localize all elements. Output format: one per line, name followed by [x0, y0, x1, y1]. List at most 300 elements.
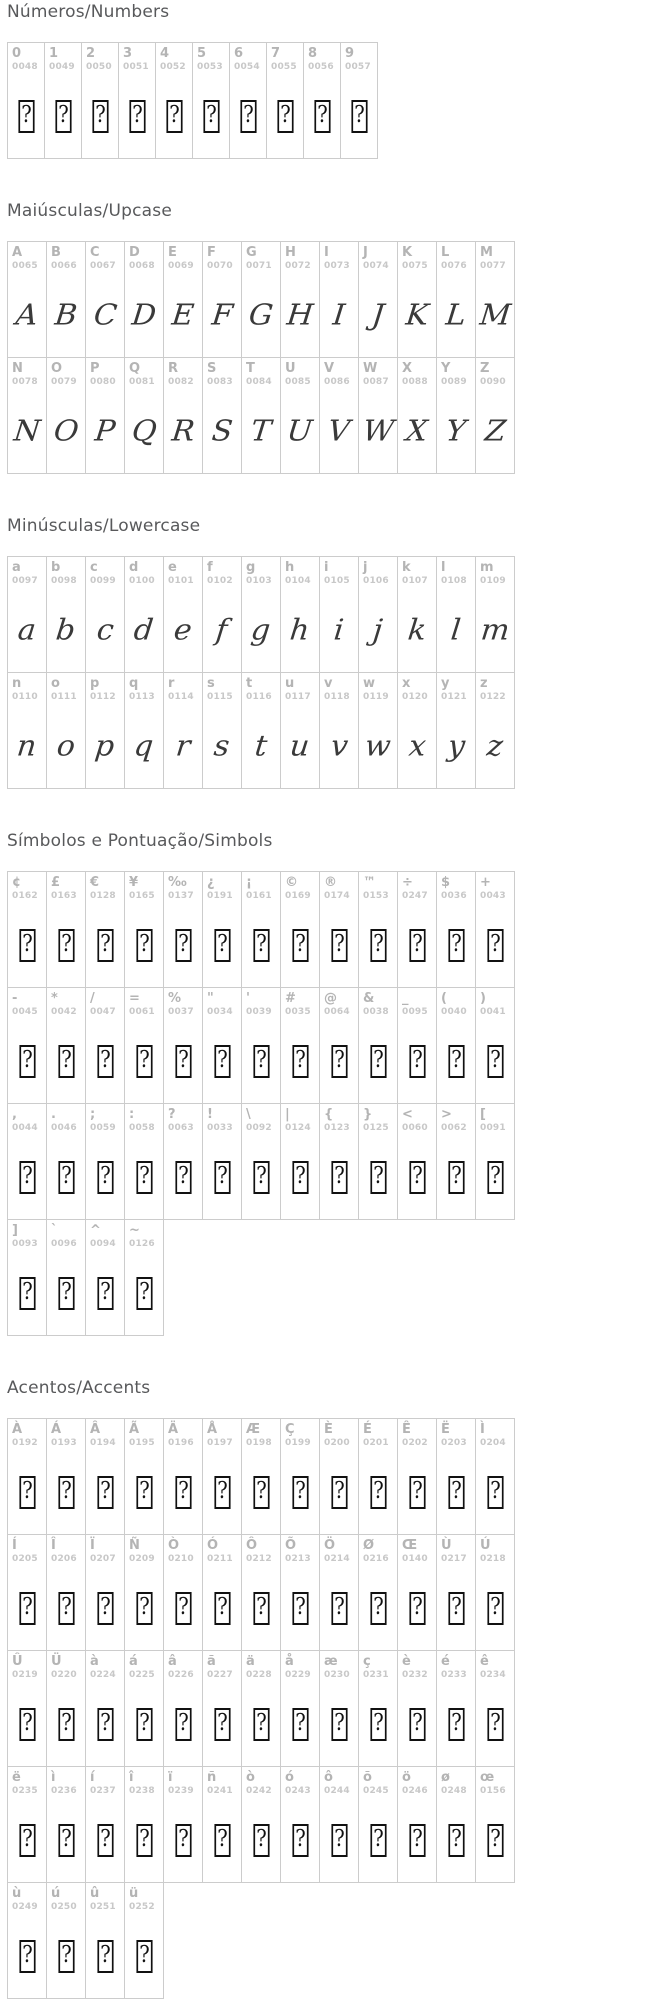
unicode-code: 0035 — [285, 1007, 311, 1017]
unicode-code: 0056 — [308, 62, 334, 72]
unicode-code: 0235 — [12, 1786, 38, 1796]
glyph-cell — [8, 358, 47, 474]
glyph-area — [125, 1567, 163, 1650]
glyph-area — [125, 390, 163, 473]
char-label: È — [324, 1422, 333, 1437]
section-uppercase — [7, 201, 661, 474]
unicode-code: 0098 — [51, 576, 77, 586]
missing-glyph-box: ? — [370, 1592, 386, 1625]
char-label: Ç — [285, 1422, 295, 1437]
unicode-code: 0069 — [168, 261, 194, 271]
missing-glyph-box: ? — [370, 1045, 386, 1078]
char-label: ã — [207, 1654, 216, 1669]
glyph-area — [86, 1451, 124, 1534]
char-label: ) — [480, 991, 486, 1006]
glyph-area — [125, 1683, 163, 1766]
char-label: Ñ — [129, 1538, 140, 1553]
script-glyph: o — [55, 729, 77, 764]
glyph-cell — [86, 1883, 125, 1999]
unicode-code: 0055 — [271, 62, 297, 72]
missing-glyph-box: ? — [331, 1045, 347, 1078]
script-glyph: H — [285, 298, 315, 333]
unicode-code: 0250 — [51, 1902, 77, 1912]
unicode-code: 0045 — [12, 1007, 38, 1017]
glyph-cell — [164, 872, 203, 988]
unicode-code: 0204 — [480, 1438, 506, 1448]
glyph-cell — [47, 988, 86, 1104]
char-label: Ë — [441, 1422, 450, 1437]
unicode-code: 0044 — [12, 1123, 38, 1133]
missing-glyph-box: ? — [175, 1476, 191, 1509]
section-title-symbols: Símbolos e Pontuação/Simbols — [7, 831, 273, 851]
glyph-cell — [398, 1651, 437, 1767]
glyph-cell — [281, 1535, 320, 1651]
glyph-area — [398, 1683, 436, 1766]
missing-glyph-box: ? — [214, 1592, 230, 1625]
glyph-area — [281, 1020, 319, 1103]
missing-glyph-box: ? — [19, 1045, 35, 1078]
glyph-area — [8, 589, 46, 672]
unicode-code: 0097 — [12, 576, 38, 586]
char-label: ó — [285, 1770, 294, 1785]
char-label: ® — [324, 875, 337, 890]
glyph-area — [8, 904, 46, 987]
char-label: V — [324, 361, 335, 376]
glyph-area — [203, 274, 241, 357]
glyph-cell — [267, 43, 304, 159]
unicode-code: 0209 — [129, 1554, 155, 1564]
glyph-cell — [125, 557, 164, 673]
char-label: z — [480, 676, 488, 691]
glyph-cell — [359, 1767, 398, 1883]
char-label: ú — [51, 1886, 61, 1901]
glyph-area — [320, 904, 358, 987]
missing-glyph-box: ? — [487, 1592, 503, 1625]
unicode-code: 0037 — [168, 1007, 194, 1017]
char-label: y — [441, 676, 450, 691]
glyph-cell — [164, 358, 203, 474]
char-label: ø — [441, 1770, 450, 1785]
missing-glyph-box: ? — [253, 1161, 269, 1194]
char-label: Ï — [90, 1538, 95, 1553]
char-label: d — [129, 560, 139, 575]
glyph-cell — [320, 1651, 359, 1767]
glyph-area — [320, 390, 358, 473]
script-glyph: d — [132, 613, 156, 648]
unicode-code: 0195 — [129, 1438, 155, 1448]
glyph-cell — [476, 988, 515, 1104]
glyph-area — [398, 705, 436, 788]
script-glyph: n — [15, 729, 39, 764]
char-label: ¡ — [246, 875, 252, 890]
glyph-area — [47, 904, 85, 987]
glyph-area — [47, 1915, 85, 1998]
unicode-code: 0059 — [90, 1123, 116, 1133]
char-label: õ — [363, 1770, 372, 1785]
glyph-area — [164, 705, 202, 788]
glyph-table-numbers — [7, 42, 661, 159]
unicode-code: 0122 — [480, 692, 506, 702]
script-glyph: j — [371, 613, 385, 648]
glyph-cell — [281, 358, 320, 474]
glyph-area — [242, 1683, 280, 1766]
missing-glyph-box: ? — [409, 1592, 425, 1625]
unicode-code: 0041 — [480, 1007, 506, 1017]
missing-glyph-box: ? — [253, 1045, 269, 1078]
glyph-cell — [125, 872, 164, 988]
char-label: Á — [51, 1422, 62, 1437]
char-label: S — [207, 361, 217, 376]
glyph-cell — [437, 988, 476, 1104]
unicode-code: 0091 — [480, 1123, 506, 1133]
unicode-code: 0198 — [246, 1438, 272, 1448]
glyph-area — [164, 1136, 202, 1219]
glyph-cell — [47, 1535, 86, 1651]
glyph-area — [359, 589, 397, 672]
char-label: F — [207, 245, 216, 260]
unicode-code: 0230 — [324, 1670, 350, 1680]
missing-glyph-box: ? — [448, 1824, 464, 1857]
missing-glyph-box: ? — [292, 1476, 308, 1509]
glyph-row — [7, 1104, 515, 1220]
glyph-area — [476, 705, 514, 788]
glyph-cell — [125, 1220, 164, 1336]
unicode-code: 0106 — [363, 576, 389, 586]
glyph-cell — [193, 43, 230, 159]
glyph-area — [164, 1683, 202, 1766]
glyph-cell — [437, 1419, 476, 1535]
missing-glyph-box: ? — [97, 1161, 113, 1194]
missing-glyph-box: ? — [409, 929, 425, 962]
char-label: C — [90, 245, 100, 260]
glyph-area — [47, 1136, 85, 1219]
glyph-area — [359, 1683, 397, 1766]
missing-glyph-box: ? — [214, 1476, 230, 1509]
unicode-code: 0095 — [402, 1007, 428, 1017]
unicode-code: 0165 — [129, 891, 155, 901]
glyph-cell — [437, 673, 476, 789]
glyph-area — [437, 1567, 475, 1650]
unicode-code: 0078 — [12, 377, 38, 387]
glyph-area — [86, 1799, 124, 1882]
char-label: p — [90, 676, 100, 691]
unicode-code: 0053 — [197, 62, 223, 72]
glyph-cell — [203, 872, 242, 988]
script-glyph: g — [249, 613, 273, 648]
glyph-cell — [164, 988, 203, 1104]
script-glyph: x — [406, 729, 428, 764]
glyph-cell — [203, 988, 242, 1104]
glyph-cell — [320, 1104, 359, 1220]
glyph-cell — [242, 872, 281, 988]
missing-glyph-box: ? — [487, 1824, 503, 1857]
missing-glyph-box: ? — [253, 1592, 269, 1625]
missing-glyph-box: ? — [136, 1824, 152, 1857]
glyph-cell — [8, 43, 45, 159]
missing-glyph-box: ? — [97, 1277, 113, 1310]
glyph-area — [8, 1683, 46, 1766]
missing-glyph-box: ? — [448, 1045, 464, 1078]
glyph-cell — [203, 1419, 242, 1535]
unicode-code: 0089 — [441, 377, 467, 387]
glyph-cell — [86, 1767, 125, 1883]
unicode-code: 0062 — [441, 1123, 467, 1133]
glyph-cell — [86, 1535, 125, 1651]
char-label: 4 — [160, 46, 170, 61]
char-label: l — [441, 560, 446, 575]
glyph-area — [8, 1799, 46, 1882]
script-glyph: J — [370, 298, 386, 333]
char-label: R — [168, 361, 179, 376]
glyph-area — [242, 589, 280, 672]
unicode-code: 0231 — [363, 1670, 389, 1680]
unicode-code: 0219 — [12, 1670, 38, 1680]
script-glyph: W — [360, 414, 396, 449]
unicode-code: 0199 — [285, 1438, 311, 1448]
unicode-code: 0196 — [168, 1438, 194, 1448]
glyph-cell — [47, 1651, 86, 1767]
glyph-area — [203, 904, 241, 987]
unicode-code: 0067 — [90, 261, 116, 271]
unicode-code: 0207 — [90, 1554, 116, 1564]
script-glyph: E — [170, 298, 196, 333]
glyph-cell — [125, 1419, 164, 1535]
char-label: ¥ — [129, 875, 139, 890]
unicode-code: 0247 — [402, 891, 428, 901]
missing-glyph-box: ? — [448, 1708, 464, 1741]
missing-glyph-box: ? — [409, 1045, 425, 1078]
unicode-code: 0217 — [441, 1554, 467, 1564]
unicode-code: 0192 — [12, 1438, 38, 1448]
script-glyph: z — [485, 729, 505, 764]
script-glyph: X — [404, 414, 430, 449]
char-label: â — [168, 1654, 177, 1669]
char-label: Ó — [207, 1538, 219, 1553]
glyph-area — [476, 904, 514, 987]
unicode-code: 0251 — [90, 1902, 116, 1912]
unicode-code: 0224 — [90, 1670, 116, 1680]
glyph-row — [7, 241, 515, 358]
unicode-code: 0228 — [246, 1670, 272, 1680]
char-label: Î — [51, 1538, 56, 1553]
glyph-area — [125, 1020, 163, 1103]
script-glyph: h — [288, 613, 312, 648]
glyph-cell — [8, 242, 47, 358]
glyph-cell — [476, 242, 515, 358]
char-label: U — [285, 361, 296, 376]
glyph-cell — [359, 1419, 398, 1535]
char-label: Ê — [402, 1422, 411, 1437]
unicode-code: 0033 — [207, 1123, 233, 1133]
unicode-code: 0200 — [324, 1438, 350, 1448]
unicode-code: 0210 — [168, 1554, 194, 1564]
char-label: x — [402, 676, 411, 691]
missing-glyph-box: ? — [55, 100, 71, 133]
missing-glyph-box: ? — [97, 1824, 113, 1857]
glyph-cell — [320, 242, 359, 358]
char-label: < — [402, 1107, 413, 1122]
glyph-area — [125, 1799, 163, 1882]
glyph-area — [164, 904, 202, 987]
unicode-code: 0126 — [129, 1239, 155, 1249]
glyph-cell — [476, 872, 515, 988]
unicode-code: 0125 — [363, 1123, 389, 1133]
missing-glyph-box: ? — [58, 1161, 74, 1194]
unicode-code: 0236 — [51, 1786, 77, 1796]
glyph-cell — [320, 557, 359, 673]
glyph-cell — [125, 988, 164, 1104]
char-label: Ù — [441, 1538, 452, 1553]
unicode-code: 0073 — [324, 261, 350, 271]
char-label: Õ — [285, 1538, 297, 1553]
glyph-cell — [398, 1419, 437, 1535]
glyph-cell — [47, 872, 86, 988]
glyph-area — [359, 1567, 397, 1650]
unicode-code: 0193 — [51, 1438, 77, 1448]
missing-glyph-box: ? — [97, 929, 113, 962]
script-glyph: q — [132, 729, 156, 764]
glyph-area — [47, 1567, 85, 1650]
glyph-cell — [119, 43, 156, 159]
glyph-area — [47, 1252, 85, 1335]
glyph-area — [359, 705, 397, 788]
glyph-area — [164, 1020, 202, 1103]
glyph-cell — [125, 1104, 164, 1220]
unicode-code: 0246 — [402, 1786, 428, 1796]
glyph-area — [476, 1136, 514, 1219]
unicode-code: 0034 — [207, 1007, 233, 1017]
missing-glyph-box: ? — [58, 1045, 74, 1078]
unicode-code: 0054 — [234, 62, 260, 72]
unicode-code: 0112 — [90, 692, 116, 702]
glyph-area — [86, 904, 124, 987]
unicode-code: 0086 — [324, 377, 350, 387]
unicode-code: 0076 — [441, 261, 467, 271]
glyph-area — [203, 1451, 241, 1534]
unicode-code: 0074 — [363, 261, 389, 271]
char-label: ê — [480, 1654, 489, 1669]
font-character-map — [7, 2, 661, 1999]
glyph-area — [476, 589, 514, 672]
script-glyph: f — [214, 613, 230, 648]
unicode-code: 0105 — [324, 576, 350, 586]
char-label: - — [12, 991, 18, 1006]
unicode-code: 0169 — [285, 891, 311, 901]
glyph-area — [398, 904, 436, 987]
glyph-cell — [359, 358, 398, 474]
glyph-table-symbols — [7, 871, 661, 1336]
char-label: ^ — [90, 1223, 101, 1238]
char-label: Ô — [246, 1538, 258, 1553]
char-label: A — [12, 245, 23, 260]
glyph-cell — [125, 358, 164, 474]
glyph-cell — [242, 557, 281, 673]
glyph-area — [47, 1683, 85, 1766]
char-label: L — [441, 245, 450, 260]
char-label: " — [207, 991, 214, 1006]
char-label: G — [246, 245, 257, 260]
missing-glyph-box: ? — [175, 1045, 191, 1078]
glyph-cell — [359, 872, 398, 988]
glyph-area — [47, 705, 85, 788]
char-label: ‰ — [168, 875, 187, 890]
unicode-code: 0243 — [285, 1786, 311, 1796]
glyph-area — [359, 1799, 397, 1882]
glyph-area — [476, 1799, 514, 1882]
char-label: ` — [51, 1223, 58, 1238]
char-label: M — [480, 245, 493, 260]
missing-glyph-box: ? — [166, 100, 182, 133]
glyph-area — [281, 589, 319, 672]
glyph-cell — [8, 1104, 47, 1220]
unicode-code: 0117 — [285, 692, 311, 702]
glyph-table-lowercase — [7, 556, 661, 789]
char-label: 3 — [123, 46, 133, 61]
glyph-cell — [281, 1651, 320, 1767]
glyph-area — [242, 274, 280, 357]
char-label: å — [285, 1654, 294, 1669]
glyph-cell — [45, 43, 82, 159]
glyph-area — [320, 274, 358, 357]
unicode-code: 0128 — [90, 891, 116, 901]
missing-glyph-box: ? — [292, 1045, 308, 1078]
unicode-code: 0114 — [168, 692, 194, 702]
glyph-cell — [242, 673, 281, 789]
glyph-cell — [125, 1767, 164, 1883]
glyph-area — [320, 1136, 358, 1219]
script-glyph: e — [172, 613, 194, 648]
unicode-code: 0162 — [12, 891, 38, 901]
char-label: ; — [90, 1107, 96, 1122]
char-label: ù — [12, 1886, 22, 1901]
missing-glyph-box: ? — [292, 1161, 308, 1194]
glyph-cell — [359, 1535, 398, 1651]
char-label: . — [51, 1107, 56, 1122]
glyph-area — [437, 1020, 475, 1103]
unicode-code: 0042 — [51, 1007, 77, 1017]
unicode-code: 0100 — [129, 576, 155, 586]
script-glyph: C — [91, 298, 119, 333]
unicode-code: 0046 — [51, 1123, 77, 1133]
glyph-area — [242, 1567, 280, 1650]
char-label: ] — [12, 1223, 18, 1238]
glyph-cell — [359, 988, 398, 1104]
glyph-area — [398, 1136, 436, 1219]
char-label: q — [129, 676, 139, 691]
unicode-code: 0234 — [480, 1670, 506, 1680]
char-label: B — [51, 245, 61, 260]
unicode-code: 0082 — [168, 377, 194, 387]
script-glyph: D — [130, 298, 158, 333]
char-label: c — [90, 560, 98, 575]
glyph-area — [203, 705, 241, 788]
script-glyph: w — [363, 729, 393, 764]
unicode-code: 0052 — [160, 62, 186, 72]
glyph-area — [476, 1567, 514, 1650]
char-label: _ — [402, 991, 409, 1006]
unicode-code: 0113 — [129, 692, 155, 702]
script-glyph: t — [253, 729, 269, 764]
glyph-area — [242, 1451, 280, 1534]
unicode-code: 0233 — [441, 1670, 467, 1680]
script-glyph: R — [169, 414, 197, 449]
glyph-cell — [8, 1220, 47, 1336]
glyph-cell — [398, 358, 437, 474]
script-glyph: T — [249, 414, 273, 449]
char-label: Å — [207, 1422, 218, 1437]
glyph-area — [203, 390, 241, 473]
glyph-area — [437, 1136, 475, 1219]
